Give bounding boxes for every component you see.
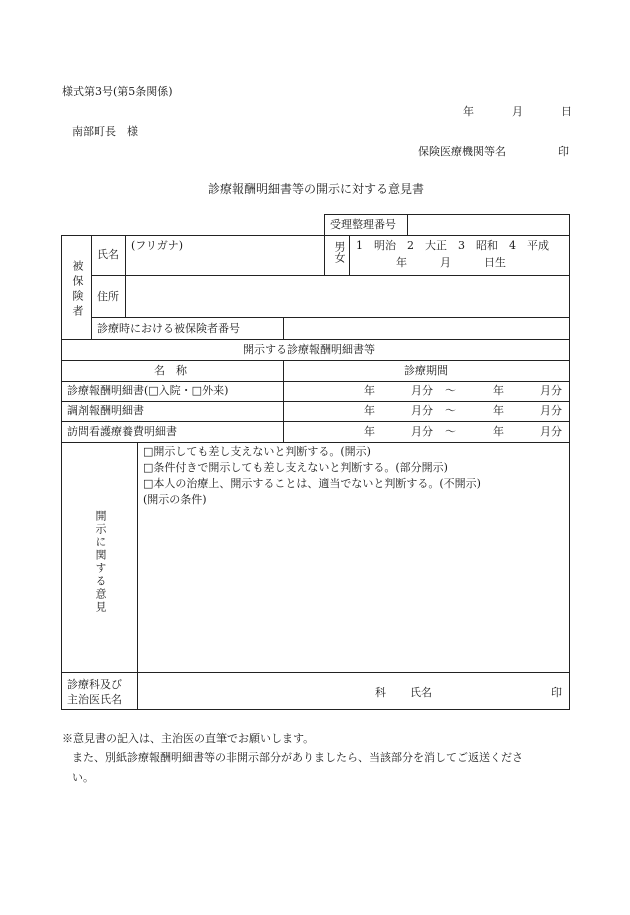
institution-label: 保険医療機関等名	[418, 145, 506, 158]
period-to-month: 月分	[540, 404, 562, 417]
sex-label: 男女	[333, 241, 346, 263]
name-field[interactable]	[131, 255, 316, 271]
document-name: 調剤報酬明細書	[67, 404, 144, 417]
document-name[interactable]: 診療報酬明細書(□入院・□外来)	[67, 384, 229, 397]
column-header-name: 名 称	[154, 364, 187, 377]
period-from-month: 月分	[411, 404, 433, 417]
conditions-field[interactable]	[143, 510, 563, 665]
document-title: 診療報酬明細書等の開示に対する意見書	[208, 182, 425, 196]
date-month-label: 月	[512, 105, 523, 118]
period-to-month: 月分	[540, 425, 562, 438]
column-header-period: 診療期間	[404, 364, 448, 377]
insured-number-field[interactable]	[290, 321, 562, 335]
department-field[interactable]	[145, 686, 365, 698]
date-day-label: 日	[561, 105, 572, 118]
document-name: 訪問看護療養費明細書	[67, 425, 177, 438]
period-from-year: 年	[364, 404, 375, 417]
conditions-label: (開示の条件)	[143, 493, 207, 506]
doctor-label-line2: 主治医氏名	[67, 693, 122, 706]
doctor-name-field[interactable]	[440, 686, 540, 698]
period-from-month: 月分	[411, 384, 433, 397]
opinion-option-disclose[interactable]: □開示しても差し支えないと判断する。(開示)	[143, 445, 371, 458]
insured-section-label: 被保険者	[71, 260, 84, 320]
period-to-year: 年	[493, 384, 504, 397]
form-number: 様式第3号(第5条関係)	[62, 85, 173, 98]
period-to-month: 月分	[540, 384, 562, 397]
institution-seal-mark: 印	[558, 145, 569, 158]
doctor-seal-mark: 印	[551, 686, 562, 699]
note-line-2: また、別紙診療報酬明細書等の非開示部分がありましたら、当該部分を消してご返送くださ	[72, 751, 523, 764]
addressee: 南部町長 様	[72, 125, 138, 138]
opinion-option-nondisclose[interactable]: □本人の治療上、開示することは、適当でないと判断する。(不開示)	[143, 477, 481, 490]
date-year-label: 年	[463, 105, 474, 118]
period-from-year: 年	[364, 425, 375, 438]
period-separator: ～	[445, 384, 456, 397]
insured-number-label: 診療時における被保険者番号	[97, 322, 240, 335]
note-line-3: い。	[72, 771, 94, 784]
address-label: 住所	[97, 290, 119, 303]
doctor-name-label: 氏名	[410, 686, 432, 699]
period-from-month: 月分	[411, 425, 433, 438]
note-line-1: ※意見書の記入は、主治医の直筆でお願いします。	[62, 732, 315, 745]
opinion-section-label: 開示に関する意見	[94, 510, 107, 614]
birth-date-parts: 年 月 日生	[396, 256, 506, 269]
disclosure-section-title: 開示する診療報酬明細書等	[243, 343, 375, 356]
period-to-year: 年	[493, 404, 504, 417]
name-label: 氏名	[97, 248, 119, 261]
period-separator: ～	[445, 425, 456, 438]
address-field[interactable]	[131, 283, 561, 309]
reception-number-field[interactable]	[412, 219, 562, 231]
period-from-year: 年	[364, 384, 375, 397]
birth-era-options[interactable]: 1 明治 2 大正 3 昭和 4 平成	[356, 239, 549, 252]
period-to-year: 年	[493, 425, 504, 438]
opinion-option-partial[interactable]: □条件付きで開示しても差し支えないと判断する。(部分開示)	[143, 461, 448, 474]
furigana-label: (フリガナ)	[131, 239, 184, 252]
department-suffix: 科	[375, 686, 386, 699]
doctor-label-line1: 診療科及び	[67, 678, 122, 691]
period-separator: ～	[445, 404, 456, 417]
reception-number-label: 受理整理番号	[330, 218, 396, 231]
